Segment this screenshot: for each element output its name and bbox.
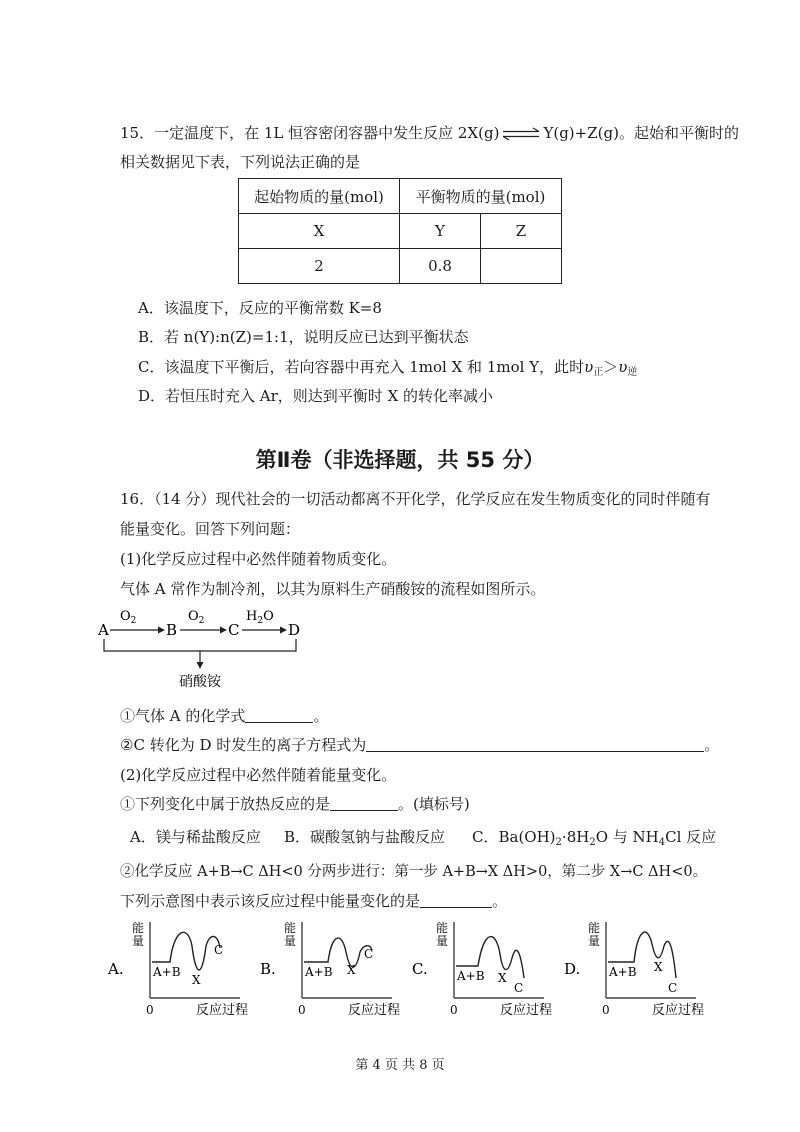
q16-p2-q2-text: 下列示意图中表示该反应过程中能量变化的是 — [120, 892, 421, 910]
table-val-y: 0.8 — [400, 249, 481, 284]
y-axis-label: 能 — [588, 921, 601, 935]
q16-choice-c — [472, 826, 716, 854]
table-val-z — [481, 249, 562, 284]
table-header-equilibrium: 平衡物质的量(mol) — [400, 179, 562, 214]
choice-c-sub: 2 — [555, 837, 562, 848]
section-title: 第Ⅱ卷（非选择题，共 55 分） — [255, 448, 545, 472]
flow-node-b: B — [166, 621, 178, 639]
v-reverse-sub: 逆 — [627, 367, 638, 378]
product-label: C — [514, 981, 524, 995]
flow-node-c: C — [228, 621, 240, 639]
q16-part2-title: (2)化学反应过程中必然伴随着能量变化。 — [120, 766, 397, 784]
q16-p1-q2 — [120, 734, 719, 756]
y-axis-label: 能 — [436, 921, 449, 935]
x-axis-label: 反应过程 — [348, 1003, 401, 1018]
answer-blank-2[interactable] — [366, 735, 704, 752]
x-axis-label: 反应过程 — [652, 1003, 705, 1018]
q16-p1-q2-text: ②C 转化为 D 时发生的离子方程式为 — [120, 736, 367, 754]
choice-c-oh: (OH) — [518, 828, 556, 846]
arrow-down-head-icon — [197, 662, 204, 669]
energy-diagram-1 — [107, 920, 248, 1018]
q15-stem-part-b: Y(g)+Z(g)。起始和平衡时的 — [543, 124, 739, 142]
table-val-x: 2 — [239, 249, 400, 284]
flow-product: 硝酸铵 — [179, 674, 221, 690]
energy-option-label: C. — [412, 960, 428, 978]
answer-blank-1[interactable] — [245, 706, 313, 723]
q16-p2-q1-end: 。(填标号) — [398, 795, 470, 813]
table-header-initial: 起始物质的量(mol) — [239, 179, 400, 214]
y-axis-label: 量 — [588, 934, 601, 948]
reactant-label: A+B — [457, 969, 485, 983]
q16-p2-q2-line1: ②化学反应 A+B→C ΔH<0 分两步进行：第一步 A+B→X ΔH>0，第二步 X→C ΔH<0。 — [120, 864, 708, 880]
q15-option-a: A．该温度下，反应的平衡常数 K=8 — [138, 299, 382, 317]
q16-stem-line1: 16．（14 分）现代社会的一切活动都离不开化学，化学反应在发生物质变化的同时伴随有 — [120, 490, 711, 508]
y-axis-label: 量 — [436, 934, 449, 948]
choice-c-mid: ·8H — [561, 828, 590, 846]
q16-p1-q1-text: ①气体 A 的化学式 — [120, 707, 246, 725]
energy-diagrams — [100, 918, 720, 1022]
origin-label: 0 — [298, 1003, 306, 1017]
v-forward-sub: 正 — [593, 367, 604, 378]
product-label: C — [214, 943, 224, 957]
q16-choice-b: B．碳酸氢钠与盐酸反应 — [284, 828, 446, 846]
q16-p1-q2-end: 。 — [704, 736, 720, 754]
q16-p1-q1 — [120, 705, 328, 727]
q15-option-b: B．若 n(Y):n(Z)=1:1，说明反应已达到平衡状态 — [138, 328, 469, 346]
y-axis-label: 量 — [132, 934, 145, 948]
q15-option-c-text: C．该温度下平衡后，若向容器中再充入 1mol X 和 1mol Y，此时 — [138, 358, 585, 376]
y-axis-label: 量 — [284, 934, 297, 948]
reactant-label: A+B — [153, 965, 181, 979]
q16-p1-q1-end: 。 — [313, 707, 329, 725]
y-axis-label: 能 — [132, 921, 145, 935]
table-col-x: X — [239, 214, 400, 249]
greater-than: ＞ — [603, 358, 619, 376]
intermediate-label: X — [654, 960, 663, 974]
q16-stem-line2: 能量变化。回答下列问题： — [120, 520, 301, 538]
choice-c-o: O 与 NH — [595, 828, 659, 846]
page-footer: 第 4 页 共 8 页 — [355, 1058, 445, 1073]
q16-choice-a: A．镁与稀盐酸反应 — [130, 828, 261, 846]
q16-p2-q2-line2 — [120, 890, 507, 912]
q15-stem-part-a: 15．一定温度下，在 1L 恒容密闭容器中发生反应 2X(g) — [120, 124, 500, 142]
q16-part1-title: (1)化学反应过程中必然伴随着物质变化。 — [120, 550, 397, 568]
q16-p2-q2-end: 。 — [492, 892, 508, 910]
arrow-cd-head-icon — [280, 627, 287, 634]
y-axis-label: 能 — [284, 921, 297, 935]
flow-diagram — [96, 608, 316, 690]
q15-stem-line1 — [120, 122, 739, 144]
flow-node-a: A — [98, 621, 109, 639]
v-forward: υ — [584, 358, 594, 376]
reactant-label: A+B — [609, 965, 637, 979]
q15-stem-line2: 相关数据见下表，下列说法正确的是 — [120, 153, 361, 171]
answer-blank-3[interactable] — [330, 794, 398, 811]
energy-diagram-4 — [564, 920, 704, 1018]
q16-p2-q1-text: ①下列变化中属于放热反应的是 — [120, 795, 331, 813]
energy-option-label: B. — [260, 960, 276, 978]
energy-curve — [304, 938, 372, 967]
arrow-bc-head-icon — [220, 627, 227, 634]
energy-diagram-3 — [412, 920, 552, 1018]
choice-c-label: C． — [472, 828, 499, 846]
choice-c-sub2: 2 — [589, 837, 596, 848]
origin-label: 0 — [450, 1003, 458, 1017]
table-col-y: Y — [400, 214, 481, 249]
product-label: C — [364, 947, 374, 961]
q16-part1-desc: 气体 A 常作为制冷剂，以其为原料生产硝酸铵的流程如图所示。 — [120, 580, 546, 598]
product-label: C — [668, 981, 678, 995]
energy-option-label: A. — [108, 960, 124, 978]
choice-c-sub3: 4 — [658, 837, 666, 848]
q15-option-c — [138, 356, 637, 384]
energy-diagram-2 — [260, 920, 400, 1018]
equilibrium-arrow-icon — [501, 127, 541, 141]
flow-node-d: D — [288, 621, 301, 639]
q15-option-d: D．若恒压时充入 Ar，则达到平衡时 X 的转化率减小 — [138, 387, 494, 405]
reactant-label: A+B — [305, 965, 333, 979]
table-col-z: Z — [481, 214, 562, 249]
q16-p2-q1 — [120, 793, 470, 815]
choice-c-tail: Cl 反应 — [665, 828, 717, 846]
origin-label: 0 — [602, 1003, 610, 1017]
flow-bracket — [104, 639, 296, 651]
intermediate-label: X — [347, 963, 356, 977]
q15-data-table — [238, 178, 562, 284]
flow-reagent-bc: $O_2$ — [188, 609, 205, 626]
choice-c-ba: Ba — [498, 828, 519, 846]
intermediate-label: X — [498, 971, 507, 985]
flow-reagent-ab: $O_2$ — [120, 609, 137, 626]
answer-blank-4[interactable] — [420, 891, 492, 908]
arrow-ab-head-icon — [158, 627, 165, 634]
x-axis-label: 反应过程 — [500, 1003, 553, 1018]
energy-option-label: D. — [564, 960, 581, 978]
v-reverse: υ — [618, 358, 628, 376]
flow-reagent-cd: $H_2O$ — [246, 609, 274, 626]
origin-label: 0 — [146, 1003, 154, 1017]
x-axis-label: 反应过程 — [196, 1003, 249, 1018]
intermediate-label: X — [192, 973, 201, 987]
